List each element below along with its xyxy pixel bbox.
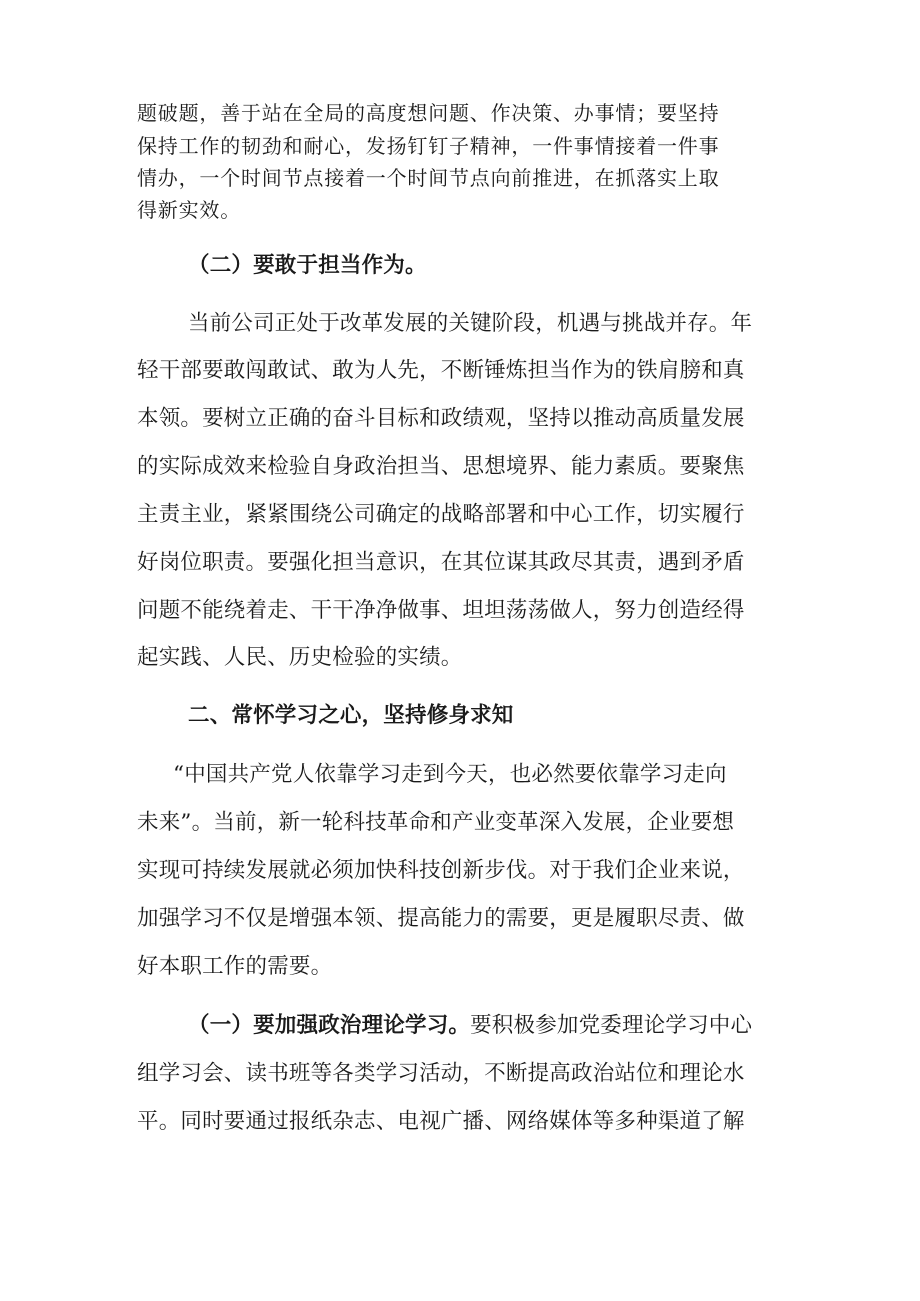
paragraph-line: 好本职工作的需要。 (137, 954, 333, 979)
paragraph-line: 好岗位职责。要强化担当意识，在其位谋其政尽其责，遇到矛盾 (137, 550, 745, 575)
paragraph-line: 实现可持续发展就必须加快科技创新步伐。对于我们企业来说， (137, 858, 745, 883)
paragraph-line: 加强学习不仅是增强本领、提高能力的需要，更是履职尽责、做 (137, 906, 745, 931)
paragraph-line: 轻干部要敢闯敢试、敢为人先，不断锤炼担当作为的铁肩膀和真 (137, 358, 745, 383)
paragraph-line: 题破题，善于站在全局的高度想问题、作决策、办事情；要坚持 (137, 101, 720, 125)
paragraph-lead-heading: （一）要加强政治理论学习。 (188, 1013, 471, 1038)
section-heading-study: 二、常怀学习之心，坚持修身求知 (188, 703, 514, 728)
paragraph-line: 得新实效。 (137, 198, 241, 222)
paragraph-line: 组学习会、读书班等各类学习活动，不断提高政治站位和理论水 (137, 1061, 745, 1086)
paragraph-line: 未来”。当前，新一轮科技革命和产业变革深入发展，企业要想 (137, 810, 735, 835)
paragraph-line: 起实践、人民、历史检验的实绩。 (137, 645, 463, 670)
paragraph-line: 本领。要树立正确的奋斗目标和政绩观，坚持以推动高质量发展 (137, 406, 745, 431)
paragraph-line: 保持工作的韧劲和耐心，发扬钉钉子精神，一件事情接着一件事 (137, 134, 720, 158)
paragraph-line: 问题不能绕着走、干干净净做事、坦坦荡荡做人，努力创造经得 (137, 598, 745, 623)
paragraph-line: 的实际成效来检验自身政治担当、思想境界、能力素质。要聚焦 (137, 454, 745, 479)
paragraph-line: 主责主业，紧紧围绕公司确定的战略部署和中心工作，切实履行 (137, 502, 745, 527)
paragraph-line (188, 1011, 752, 1041)
paragraph-line: “中国共产党人依靠学习走到今天，也必然要依靠学习走向 (173, 762, 727, 787)
section-heading-dare-to-take-responsibility: （二）要敢于担当作为。 (188, 253, 427, 278)
paragraph-first-line-text: 要积极参加党委理论学习中心 (470, 1013, 753, 1038)
paragraph-line: 当前公司正处于改革发展的关键阶段，机遇与挑战并存。年 (188, 311, 753, 336)
paragraph-line: 平。同时要通过报纸杂志、电视广播、网络媒体等多种渠道了解 (137, 1109, 745, 1134)
paragraph-line: 情办，一个时间节点接着一个时间节点向前推进，在抓落实上取 (137, 166, 720, 190)
